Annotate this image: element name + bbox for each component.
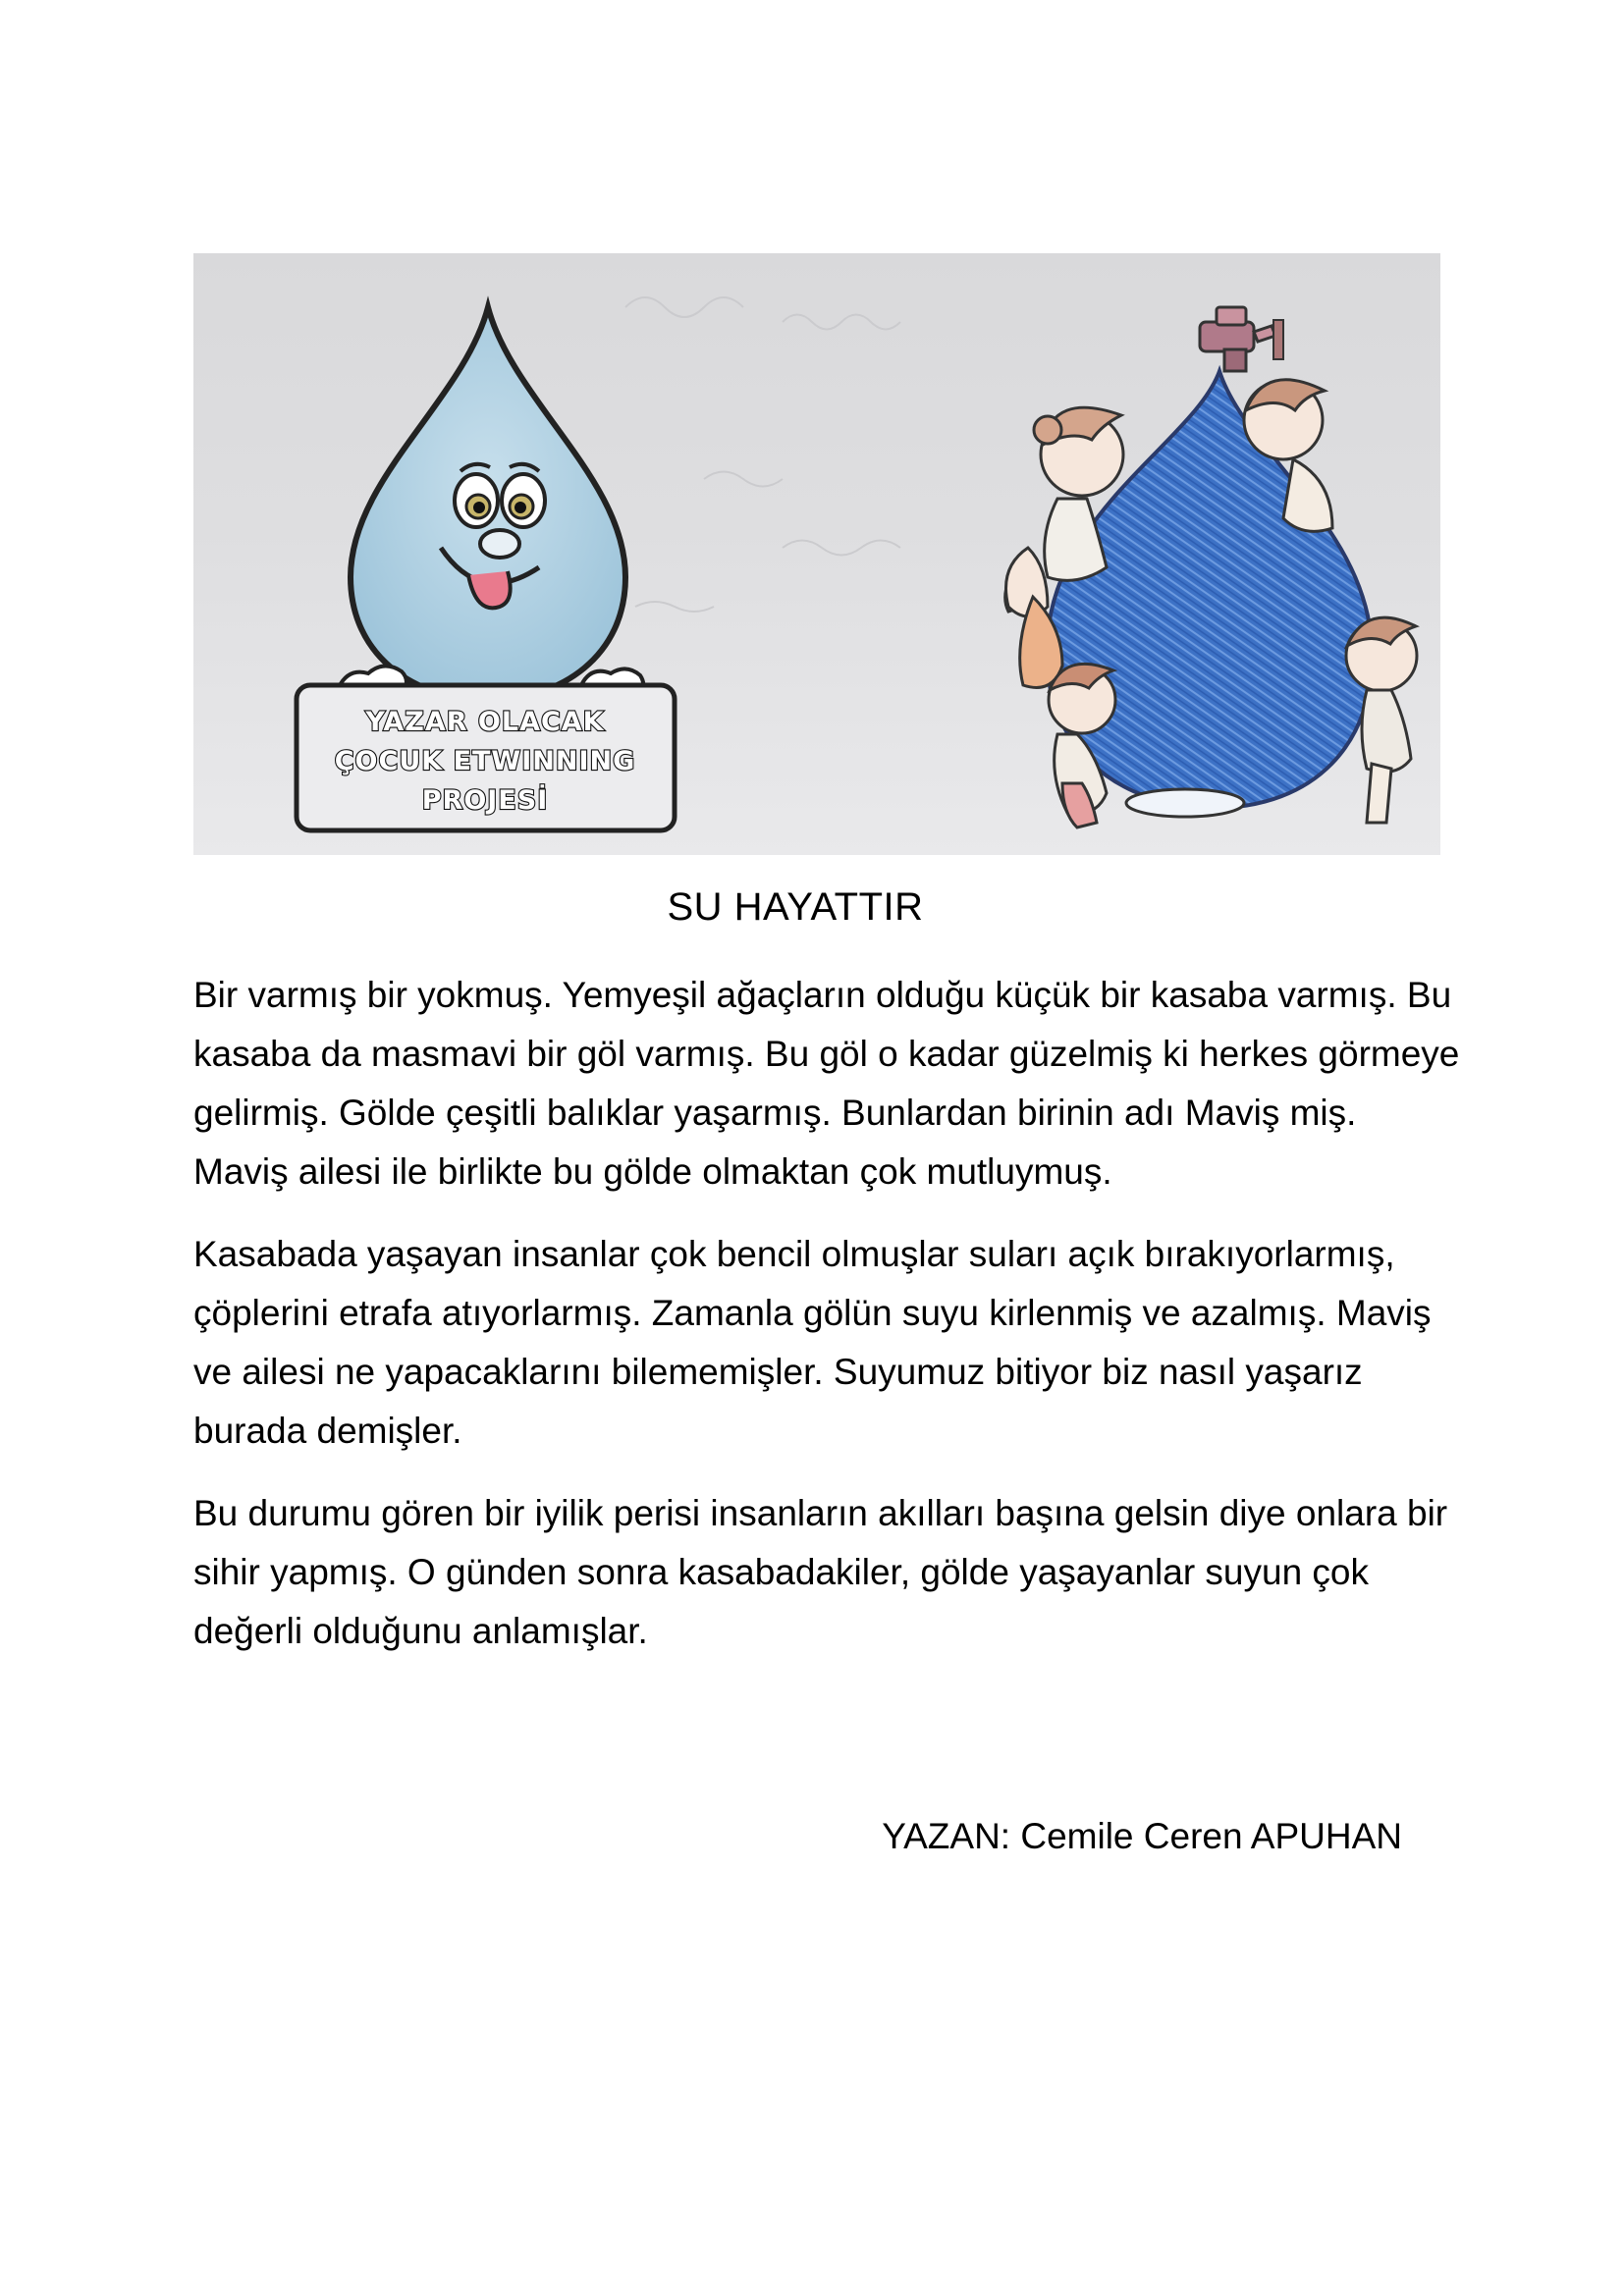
faint-handwriting-marks xyxy=(625,297,900,612)
story-paragraph-2: Kasabada yaşayan insanlar çok bencil olmuşlar suları açık bırakıyorlarmış, çöplerini etrafa atıyorlarmış. Zamanla gölün suyu kirlenmiş ve azalmış. Maviş ve ailesi ne yapacaklarını bilememişler. Suyumuz bitiyor biz nasıl yaşarız burada demişler. xyxy=(193,1234,1432,1451)
header-illustration xyxy=(193,253,1440,855)
children-around-drop-illustration xyxy=(1005,307,1417,828)
story-paragraph-1: Bir varmış bir yokmuş. Yemyeşil ağaçların olduğu küçük bir kasaba varmış. Bu kasaba da masmavi bir göl varmış. Bu göl o kadar güzelmiş ki herkes görmeye gelirmiş. Gölde çeşitli balıklar yaşarmış. Bunlardan birinin adı Maviş miş. Maviş ailesi ile birlikte bu gölde olmaktan çok mutluymuş. xyxy=(193,975,1460,1192)
banner-line-1: YAZAR OLACAK xyxy=(365,707,605,737)
drawing-canvas xyxy=(193,253,1440,855)
project-banner-sign xyxy=(297,685,675,830)
smiling-water-drop-icon xyxy=(339,307,643,700)
story-author: YAZAN: Cemile Ceren APUHAN xyxy=(882,1816,1402,1856)
story-body xyxy=(193,966,1460,1684)
story-paragraph-3: Bu durumu gören bir iyilik perisi insanların akılları başına gelsin diye onlara bir sihir yapmış. O günden sonra kasabadakiler, gölde yaşayanlar suyun çok değerli olduğunu anlamışlar. xyxy=(193,1493,1448,1651)
banner-line-3: PROJESİ xyxy=(421,785,549,816)
story-title: SU HAYATTIR xyxy=(667,885,924,929)
banner-line-2: ÇOCUK ETWINNING xyxy=(334,746,636,776)
water-tap-icon xyxy=(1200,307,1283,371)
